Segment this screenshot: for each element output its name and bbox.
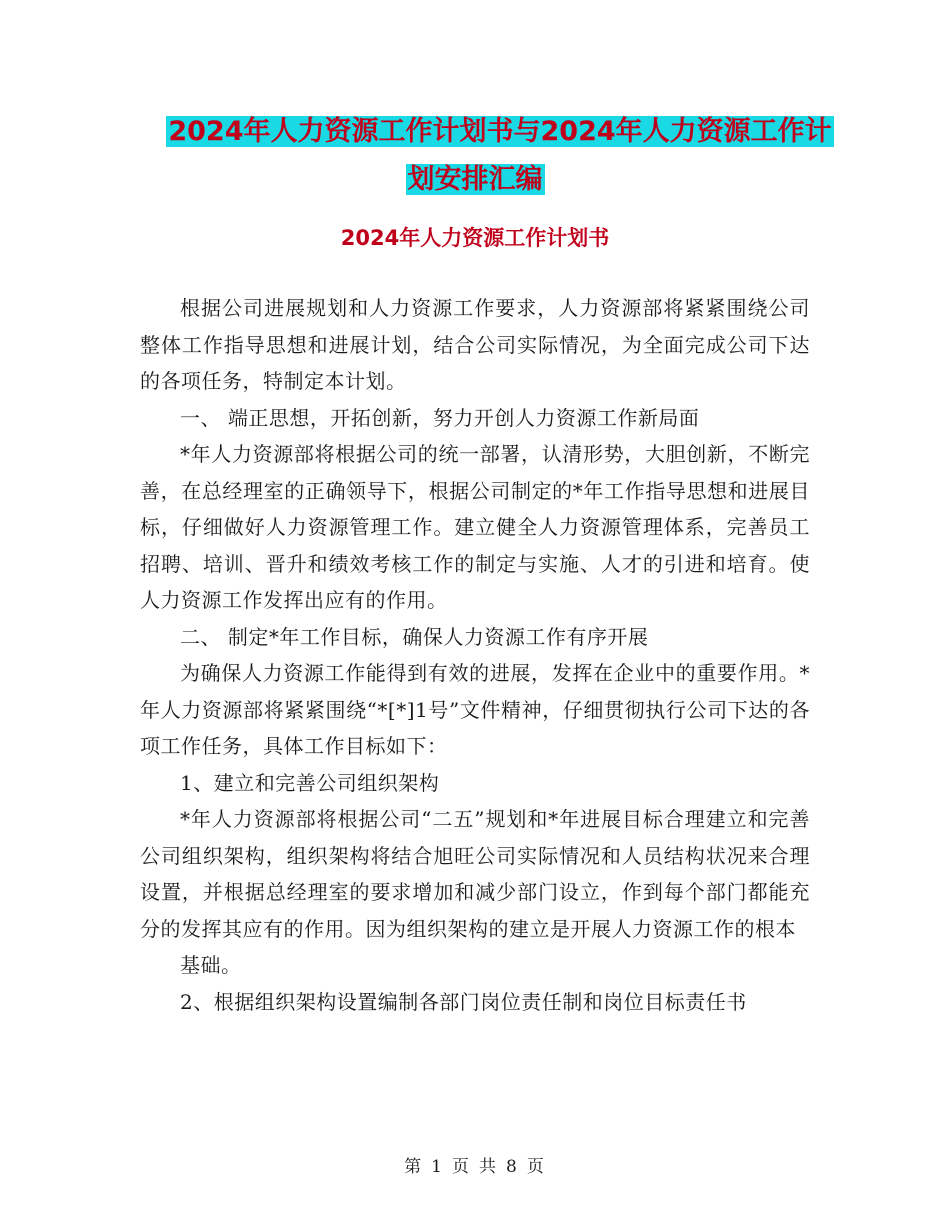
- paragraph-heading: 二、 制定*年工作目标，确保人力资源工作有序开展: [180, 624, 649, 649]
- paragraph: 为确保人力资源工作能得到有效的进展，发挥在企业中的重要作用。*年人力资源部将紧紧围绕“*[*]1号”文件精神，仔细贯彻执行公司下达的各项工作任务，具体工作目标如下：: [140, 661, 810, 758]
- paragraph-heading: 2、根据组织架构设置编制各部门岗位责任制和岗位目标责任书: [180, 989, 747, 1014]
- section-title: 2024年人力资源工作计划书: [340, 226, 610, 250]
- paragraph-heading: 1、建立和完善公司组织架构: [180, 770, 440, 795]
- footer-prefix: 第: [404, 1157, 424, 1177]
- page-number: 1: [431, 1157, 444, 1177]
- footer-total-label: 共: [479, 1157, 498, 1177]
- title-line-1: 2024年人力资源工作计划书与2024年人力资源工作计: [168, 116, 832, 147]
- paragraph: *年人力资源部将根据公司的统一部署，认清形势，大胆创新，不断完善，在总经理室的正确领导下，根据公司制定的*年工作指导思想和进展目标，仔细做好人力资源管理工作。建立健全人力资源管理体系，完善员工招聘、培训、晋升和绩效考核工作的制定与实施、人才的引进和培育。使人力资源工作发挥出应有的作用。: [140, 442, 810, 612]
- paragraph: 根据公司进展规划和人力资源工作要求，人力资源部将紧紧围绕公司整体工作指导思想和进展计划，结合公司实际情况，为全面完成公司下达的各项任务，特制定本计划。: [140, 296, 810, 393]
- page-footer: [0, 1152, 950, 1177]
- footer-suffix: 页: [526, 1157, 546, 1177]
- total-pages: 8: [506, 1157, 519, 1177]
- paragraph: *年人力资源部将根据公司“二五”规划和*年进展目标合理建立和完善公司组织架构，组织架构将结合旭旺公司实际情况和人员结构状况来合理设置，并根据总经理室的要求增加和减少部门设立，作到每个部门都能充分的发挥其应有的作用。因为组织架构的建立是开展人力资源工作的根本: [140, 807, 810, 941]
- footer-page-label: 页: [452, 1157, 471, 1177]
- paragraph: 基础。: [180, 953, 242, 977]
- body-text: [140, 290, 810, 1020]
- paragraph-heading: 一、 端正思想，开拓创新，努力开创人力资源工作新局面: [180, 405, 700, 430]
- document-title: [0, 112, 950, 200]
- title-line-2: 划安排汇编: [407, 164, 543, 195]
